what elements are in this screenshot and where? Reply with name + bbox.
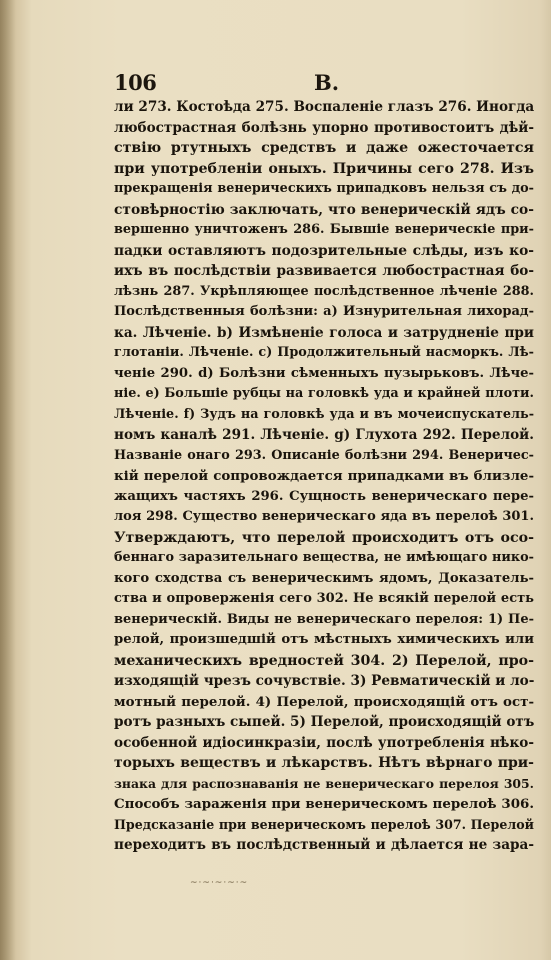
running-head: B. (314, 70, 340, 95)
text-line: стовѣрностію заключать, что венерическій ядъ со- (114, 201, 534, 218)
text-line: ствію ртутныхъ средствъ и даже ожесточается (114, 140, 534, 156)
text-line: кій перелой сопровождается припадками въ близле- (114, 468, 534, 484)
text-line: релой, произшедшій отъ мѣстныхъ химическихъ или (114, 632, 534, 647)
text-line: ка. Лѣченіе. b) Измѣненіе голоса и затрудненіе при (114, 324, 534, 341)
text-line: жащихъ частяхъ 296. Сущность венерическаго пере- (114, 488, 534, 504)
text-line: ихъ въ послѣдствіи развивается любострастная бо- (114, 263, 534, 279)
text-line: Лѣченіе. f) Зудъ на головкѣ уда и въ мочеиспускатель- (114, 406, 534, 422)
text-line: Послѣдственныя болѣзни: а) Изнурительная лихорад- (114, 304, 534, 319)
text-line: ротъ разныхъ сыпей. 5) Перелой, происходящій отъ (114, 714, 534, 730)
text-line: беннаго заразительнаго вещества, не имѣющаго нико- (114, 550, 534, 565)
text-line: механическихъ вредностей 304. 2) Перелой, про- (114, 652, 534, 669)
text-line: Предсказаніе при венерическомъ перелоѣ 307. Перелой (114, 816, 534, 832)
text-line: падки оставляютъ подозрительные слѣды, изъ ко- (114, 242, 534, 259)
text-line: прекращенія венерическихъ припадковъ нельзя съ до- (114, 181, 534, 196)
text-line: Утверждаютъ, что перелой происходитъ отъ осо- (114, 529, 534, 546)
text-line: знака для распознаванія не венерическаго перелоя 305. (114, 775, 534, 791)
text-line: мотный перелой. 4) Перелой, происходящій отъ ост- (114, 693, 534, 710)
text-line: ніе. е) Большіе рубцы на головкѣ уда и крайней плоти. (114, 386, 534, 401)
text-line: особенной идіосинкразіи, послѣ употребленія нѣко- (114, 734, 534, 751)
text-line: лоя 298. Существо венерическаго яда въ перелоѣ 301. (114, 509, 534, 524)
text-line: венерическій. Виды не венерическаго перелоя: 1) Пе- (114, 611, 534, 627)
page-header (114, 70, 534, 100)
page-number: 106 (114, 70, 157, 95)
page-gutter-shadow (0, 0, 16, 960)
text-line: при употребленіи оныхъ. Причины сего 278. Изъ (114, 160, 534, 177)
text-line: любострастная болѣзнь упорно противостоитъ дѣй- (114, 119, 534, 136)
text-line: переходитъ въ послѣдственный и дѣлается не зара- (114, 837, 534, 853)
text-line: вершенно уничтоженъ 286. Бывшіе венерическіе при- (114, 222, 534, 237)
text-line: Названіе онаго 293. Описаніе болѣзни 294. Венеричес- (114, 447, 534, 463)
text-line: Способъ зараженія при венерическомъ перелоѣ 306. (114, 796, 534, 812)
body-text (114, 97, 534, 856)
text-line: лѣзнь 287. Укрѣпляющее послѣдственное лѣченіе 288. (114, 283, 534, 299)
text-line: изходящій чрезъ сочувствіе. 3) Ревматическій и ло- (114, 673, 534, 689)
text-line: кого сходства съ венерическимъ ядомъ, Доказатель- (114, 570, 534, 586)
text-line: ченіе 290. d) Болѣзни сѣменныхъ пузырьковъ. Лѣче- (114, 365, 534, 381)
text-line: ства и опроверженія сего 302. Не всякій перелой есть (114, 591, 534, 606)
text-line: торыхъ веществъ и лѣкарствъ. Нѣтъ вѣрнаго при- (114, 755, 534, 771)
text-line: глотаніи. Лѣченіе. с) Продолжительный насморкъ. Лѣ- (114, 345, 534, 360)
printer-ornament-mark: ~·~·~·~·~ (190, 878, 249, 888)
text-line: номъ каналѣ 291. Лѣченіе. g) Глухота 292. Перелой. (114, 427, 534, 443)
text-line: ли 273. Костоѣда 275. Воспаленіе глазъ 276. Иногда (114, 99, 534, 115)
